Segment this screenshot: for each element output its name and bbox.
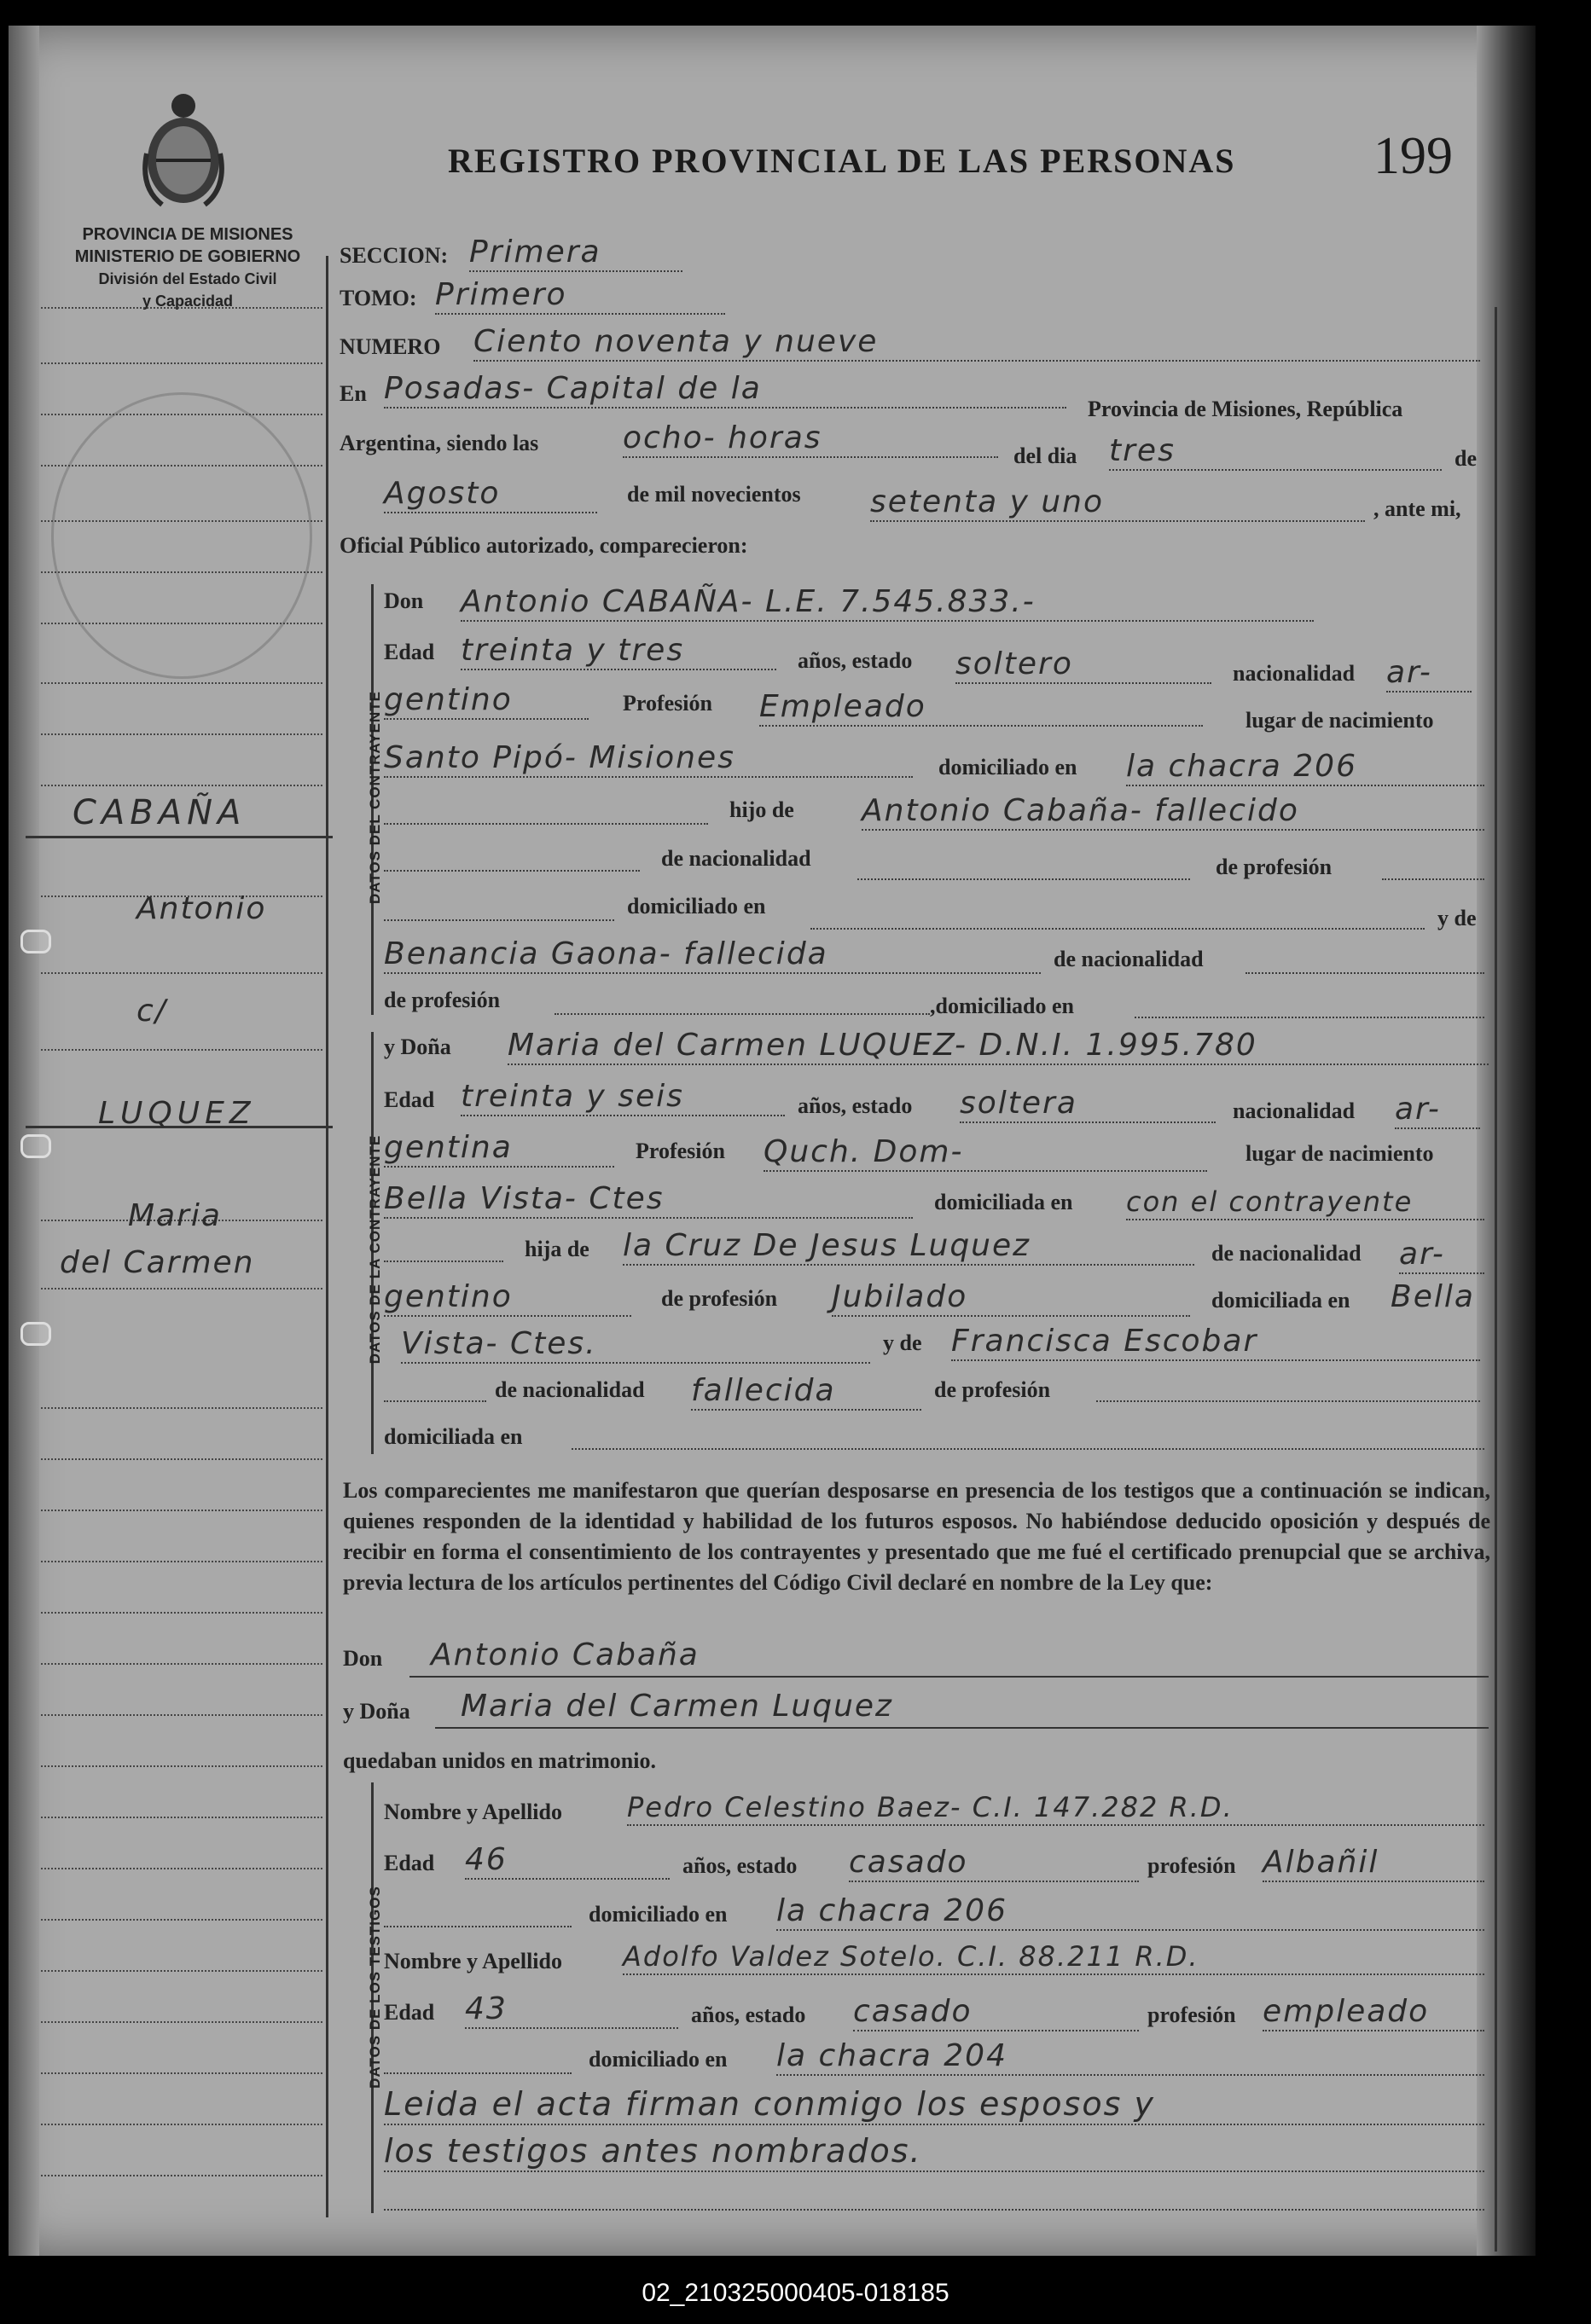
- contrayente-profesion: Empleado: [759, 689, 1203, 727]
- madre-nacionalidad: fallecida: [691, 1373, 921, 1411]
- contrayente-padre: Antonio Cabaña- fallecido: [862, 793, 1484, 831]
- t2-domicilio-label: domiciliado en: [589, 2047, 728, 2072]
- margin-surname: CABAÑA: [73, 793, 247, 832]
- de-profesion-label-2: de profesión: [384, 988, 501, 1012]
- contrayenta-madre: Francisca Escobar: [951, 1324, 1480, 1361]
- contrayenta-domicilio: con el contrayente: [1126, 1185, 1484, 1220]
- madre-profesion-label: de profesión: [934, 1377, 1051, 1402]
- madre-nacionalidad-label: de nacionalidad: [495, 1377, 645, 1402]
- t2-profesion-label: profesión: [1147, 2002, 1236, 2027]
- de-label: de: [1455, 446, 1477, 471]
- right-border: [1495, 307, 1497, 2252]
- margin-name2-line1: Maria: [128, 1198, 222, 1233]
- place-value: Posadas- Capital de la: [384, 371, 1066, 409]
- margin-name2-line2: del Carmen: [60, 1245, 255, 1280]
- closing-line-2: los testigos antes nombrados.: [384, 2132, 1484, 2172]
- page-number: 199: [1373, 127, 1453, 185]
- register-page: [9, 26, 1536, 2256]
- domiciliada-label: domiciliada en: [934, 1190, 1073, 1214]
- page-edge-shadow: [1477, 26, 1536, 2256]
- padre-domicilio-label: domiciliada en: [1211, 1288, 1350, 1313]
- contrayente-edad: treinta y tres: [461, 633, 776, 670]
- oficial-text: Oficial Público autorizado, comparecieron:: [340, 533, 748, 558]
- contrayente-nacionalidad-a: ar-: [1386, 655, 1472, 693]
- profesion-label: Profesión: [623, 691, 712, 716]
- decl-don-value: Antonio Cabaña: [431, 1637, 700, 1672]
- contrayente-nacionalidad-b: gentino: [384, 682, 589, 720]
- t2-nombre: Adolfo Valdez Sotelo. C.I. 88.211 R.D.: [623, 1940, 1484, 1975]
- decl-don-label: Don: [343, 1646, 383, 1671]
- t2-estado: casado: [853, 1994, 1139, 2031]
- contrayente-lugar: Santo Pipó- Misiones: [384, 740, 913, 778]
- coat-of-arms-icon: [136, 85, 230, 213]
- domiciliado-label-2: ,domiciliado en: [930, 994, 1075, 1018]
- horas-value: ocho- horas: [623, 420, 998, 458]
- t1-edad-label: Edad: [384, 1851, 435, 1875]
- padre-profesion-label: de profesión: [661, 1286, 778, 1311]
- contrayenta-profesion: Quch. Dom-: [764, 1134, 1207, 1172]
- testigos-side-label: DATOS DE LOS TESTIGOS: [367, 1886, 383, 2089]
- closing-line-1: Leida el acta firman conmigo los esposos y: [384, 2085, 1484, 2125]
- profesion-label-2: Profesión: [636, 1139, 725, 1163]
- agency-line: y Capacidad: [142, 293, 234, 310]
- provincia-text: Provincia de Misiones, República: [1088, 397, 1403, 421]
- madre-domicilio-label: domiciliada en: [384, 1424, 523, 1449]
- contrayenta-side-label: DATOS DE LA CONTRAYENTE: [367, 1134, 383, 1365]
- hija-label: hija de: [525, 1237, 589, 1261]
- t2-estado-label: años, estado: [691, 2002, 806, 2027]
- de-profesion-label: de profesión: [1216, 855, 1333, 879]
- en-label: En: [340, 381, 367, 406]
- lugar-label: lugar de nacimiento: [1246, 708, 1434, 733]
- agency-line: PROVINCIA DE MISIONES: [82, 225, 293, 244]
- t1-domicilio-label: domiciliado en: [589, 1902, 728, 1927]
- t1-edad: 46: [465, 1842, 670, 1880]
- ante-mi-text: , ante mi,: [1373, 496, 1461, 521]
- seccion-label: SECCION:: [340, 243, 449, 268]
- tomo-label: TOMO:: [340, 286, 417, 310]
- t1-estado: casado: [849, 1845, 1139, 1882]
- estado-label-2: años, estado: [798, 1093, 913, 1118]
- y-de-label-2: y de: [883, 1330, 922, 1355]
- nacionalidad-label-2: nacionalidad: [1233, 1098, 1356, 1123]
- agency-line: División del Estado Civil: [98, 270, 277, 287]
- t2-profesion: empleado: [1263, 1994, 1484, 2031]
- don-label: Don: [384, 588, 424, 613]
- dia-value: tres: [1109, 433, 1442, 471]
- hijo-label: hijo de: [729, 797, 794, 822]
- t1-profesion-label: profesión: [1147, 1853, 1236, 1878]
- numero-value: Ciento noventa y nueve: [473, 324, 1480, 362]
- dona-label: y Doña: [384, 1034, 451, 1059]
- decl-dona-rule: [435, 1727, 1489, 1729]
- t2-domicilio: la chacra 204: [776, 2038, 1484, 2076]
- padre-domicilio-a: Bella: [1391, 1279, 1475, 1314]
- contrayenta-nacionalidad-a: ar-: [1395, 1092, 1480, 1129]
- estado-label: años, estado: [798, 648, 913, 673]
- declaration-text: Los comparecientes me manifestaron que querían desposarse en presencia de los testigos que a continuación se indican, quienes responden de la identidad y habilidad de los futuros esposos. No habiéndose deducido oposición y después de recibir en forma el consentimiento de los contrayentes y presentado que me fué el certificado prenupcial que se archiva, previa lectura de los artículos pertinentes del Código Civil declaré en nombre de la Ley que:: [343, 1478, 1490, 1595]
- contrayente-name: Antonio CABAÑA- L.E. 7.545.833.-: [461, 584, 1314, 622]
- unidos-text: quedaban unidos en matrimonio.: [343, 1748, 656, 1773]
- faded-stamp: [51, 392, 312, 679]
- decl-dona-label: y Doña: [343, 1699, 410, 1724]
- decl-don-rule: [409, 1676, 1489, 1678]
- contrayente-estado: soltero: [955, 646, 1211, 684]
- seccion-value: Primera: [469, 235, 682, 272]
- contrayente-madre: Benancia Gaona- fallecida: [384, 936, 1041, 974]
- de-nacionalidad-label-2: de nacionalidad: [1054, 947, 1204, 971]
- margin-divider: [326, 256, 328, 2217]
- contrayenta-lugar: Bella Vista- Ctes: [384, 1181, 913, 1219]
- t2-edad-label: Edad: [384, 2000, 435, 2025]
- t1-nombre: Pedro Celestino Baez- C.I. 147.282 R.D.: [627, 1791, 1484, 1826]
- contrayente-domicilio: la chacra 206: [1126, 749, 1484, 786]
- edad-label-2: Edad: [384, 1087, 435, 1112]
- agency-line: MINISTERIO DE GOBIERNO: [74, 247, 301, 266]
- argentina-text: Argentina, siendo las: [340, 431, 539, 455]
- anio-value: setenta y uno: [870, 484, 1365, 522]
- domiciliado-label: domiciliado en: [938, 755, 1077, 779]
- contrayenta-padre: la Cruz De Jesus Luquez: [623, 1228, 1194, 1266]
- y-de-label: y de: [1437, 906, 1477, 930]
- binding-ring: [20, 1134, 51, 1158]
- padre-profesion: Jubilado: [832, 1279, 1190, 1317]
- padre-domicilio-b: Vista- Ctes.: [401, 1326, 870, 1364]
- contrayenta-edad: treinta y seis: [461, 1079, 785, 1116]
- de-nacionalidad-label: de nacionalidad: [661, 846, 811, 871]
- domiciliado-en-label: domiciliado en: [627, 894, 766, 919]
- anio-label: de mil novecientos: [627, 482, 801, 507]
- contrayente-side-label: DATOS DEL CONTRAYENTE: [367, 691, 383, 904]
- t1-profesion: Albañil: [1263, 1845, 1484, 1882]
- padre-nacionalidad-label: de nacionalidad: [1211, 1241, 1362, 1266]
- margin-connector: c/: [136, 994, 167, 1029]
- t2-nombre-label: Nombre y Apellido: [384, 1949, 562, 1973]
- lugar-label-2: lugar de nacimiento: [1246, 1141, 1434, 1166]
- tomo-value: Primero: [435, 277, 725, 315]
- contrayenta-name: Maria del Carmen LUQUEZ- D.N.I. 1.995.780: [508, 1028, 1489, 1065]
- padre-nacionalidad-a: ar-: [1399, 1237, 1484, 1274]
- numero-label: NUMERO: [340, 334, 441, 359]
- t1-nombre-label: Nombre y Apellido: [384, 1800, 562, 1824]
- margin-name: Antonio: [136, 891, 267, 926]
- del-dia-label: del dia: [1013, 443, 1077, 468]
- t1-domicilio: la chacra 206: [776, 1893, 1484, 1931]
- agency-block: [43, 223, 333, 312]
- margin-surname2: LUQUEZ: [98, 1096, 256, 1131]
- t2-edad: 43: [465, 1991, 678, 2029]
- nacionalidad-label: nacionalidad: [1233, 661, 1356, 686]
- contrayenta-nacionalidad-b: gentina: [384, 1130, 614, 1168]
- binding-ring: [20, 930, 51, 953]
- binding-ring: [20, 1322, 51, 1346]
- padre-nacionalidad-b: gentino: [384, 1279, 631, 1317]
- t1-estado-label: años, estado: [682, 1853, 798, 1878]
- contrayenta-estado: soltera: [960, 1086, 1216, 1123]
- mes-value: Agosto: [384, 476, 597, 513]
- margin-rule: [26, 836, 333, 838]
- footer-code: 02_210325000405-018185: [642, 2279, 949, 2307]
- decl-dona-value: Maria del Carmen Luquez: [461, 1689, 893, 1724]
- page-title: REGISTRO PROVINCIAL DE LAS PERSONAS: [448, 142, 1236, 180]
- edad-label: Edad: [384, 640, 435, 664]
